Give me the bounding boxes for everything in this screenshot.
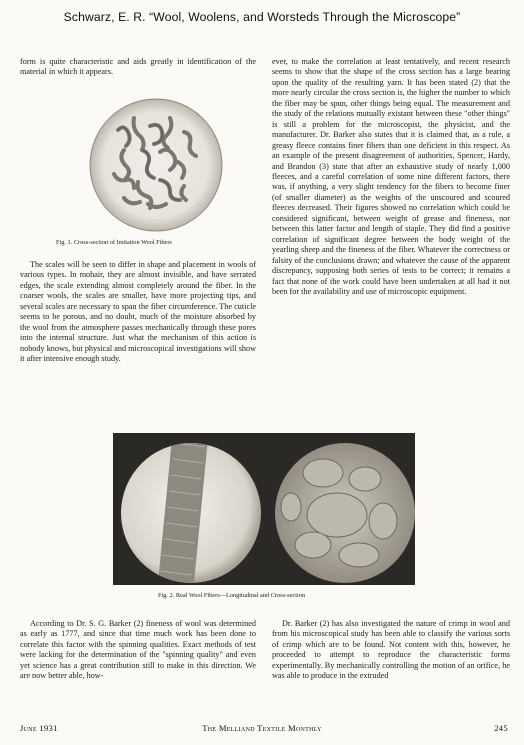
- footer-date: June 1931: [20, 723, 58, 733]
- left-column-bottom: [20, 619, 256, 682]
- left-column-middle: [20, 260, 256, 365]
- page-number: 245: [494, 723, 508, 733]
- figure-2-image: [113, 433, 415, 585]
- right-column-top: [272, 57, 510, 297]
- right-column-bottom: [272, 619, 510, 682]
- paragraph: The scales will be seen to differ in shape and placement in wools of various types. In mohair, they are almost invisible, and have serrated edges, the scale extending almost completely around the fiber. In the coarser wools, the scales are smaller, have more projecting tips, and several scales are necessary to span the fiber circumference. The cuticle seems to be porous, and no doubt, much of the moisture absorbed by the wool from the atmosphere passes mechanically through these pores into the internal structure. Just what the mechanism of this action is nobody knows, but physical and microscopical investigations will show it after intensive enough study.: [20, 260, 256, 364]
- paragraph: Dr. Barker (2) has also investigated the nature of crimp in wool and from his microscopical study has been able to classify the various sorts of crimp which are to be found. Not content with this, however, he proceeded to attempt to reproduce the characteristic forms experimentally. By mechanically controlling the motion of an orifice, he was able to produce in the extruded: [272, 619, 510, 681]
- paragraph: form is quite characteristic and aids greatly in identification of the material in which it appears.: [20, 57, 256, 77]
- running-header: Schwarz, E. R. “Wool, Woolens, and Worsteds Through the Microscope”: [63, 10, 461, 24]
- figure-2-caption: Fig. 2. Real Wool Fibers—Longitudinal and Cross-section: [158, 592, 305, 599]
- footer-journal: The Melliand Textile Monthly: [202, 723, 322, 733]
- left-column-top: [20, 57, 256, 78]
- figure-1-caption: Fig. 1. Cross-section of Imitation Wool Fibers: [56, 239, 172, 246]
- figure-1-image: [84, 96, 228, 234]
- paragraph: ever, to make the correlation at least tentatively, and recent research seems to show that the shape of the cross section has a large bearing upon the quality of the resulting yarn. It has been stated (2) that the more nearly circular the cross section is, the higher the number to which the fiber may be spun, other things being equal. The measurement and the study of the relations mutually existant between these "other things" is still a problem for the microscopist, the physicist, and the manufacturer. Dr. Barker also states that it is claimed that, as a rule, a greasy fleece contains finer fibers than one deficient in this respect. As an example of the present disagreement of authorities, Spencer, Hardy, and Brandon (3) state that after an exhaustive study of nearly 1,000 fleeces, and a careful correlation of some nine different factors, there was, if anything, a very slight tendency for the fibers to become finer (of smaller diameter) as the weights of the unscoured and scoured fleeces decreased. Their figures showed no correlation which could be considered significant, between weight of grease and fineness, nor between this latter factor and length of staple. They did find a positive correlation of significant degree between the body weight of the yearling sheep and the fineness of the fiber. Whatever the correctness or falsity of the conclusions drawn; and whatever the cause of the apparent discrepancy, supposing both series of tests to be correct; it remains a fact that none of the work could have been undertaken at all had it not been for the availability and use of microscopic equipment.: [272, 57, 510, 296]
- paragraph: According to Dr. S. G. Barker (2) fineness of wool was determined as early as 1777, and since that time much work has been done to correlate this factor with the spinning qualities. Exact methods of test were lacking for the determination of the "spinning quality" and even yet science has a great contribution still to make in this direction. We are now better able, how-: [20, 619, 256, 681]
